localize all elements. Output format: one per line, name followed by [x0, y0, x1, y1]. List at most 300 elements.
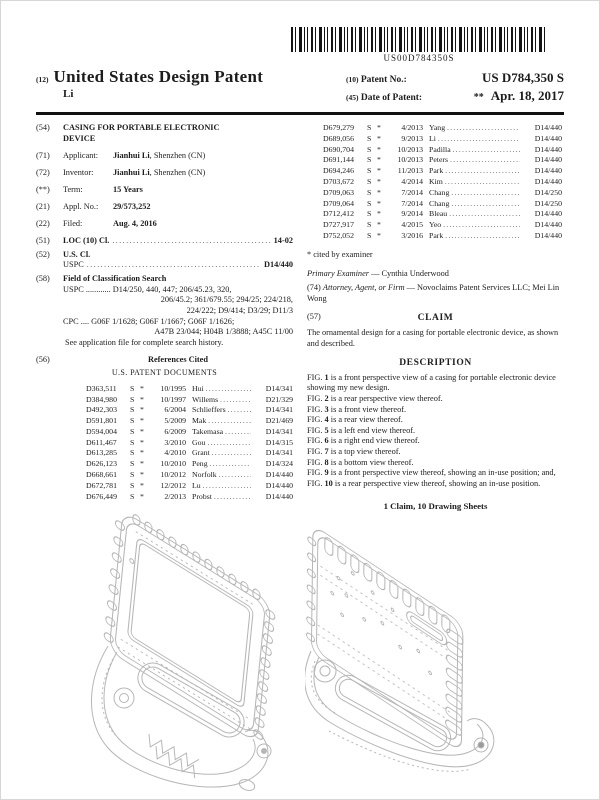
ref-classification: D21/329 [265, 394, 293, 404]
fig-number: 4 [324, 415, 329, 425]
ref-examiner-star: * [377, 155, 381, 165]
ref-examiner-star: * [140, 383, 144, 393]
barcode [291, 27, 547, 63]
figure-rear-perspective-drawing [305, 501, 561, 800]
ref-examiner-star: * [377, 176, 381, 186]
field-term [36, 185, 293, 196]
fig-number: 6 [324, 436, 329, 446]
inventor-surname: Li [63, 88, 74, 100]
ref-inventor-name: Schlieffers [192, 405, 226, 415]
search-history-note: See application file for complete search history. [65, 337, 224, 347]
ref-classification: D14/341 [265, 426, 293, 436]
reference-row [323, 123, 562, 134]
ref-inventor-name: Chang [429, 187, 450, 197]
ref-inventor-name: Yang [429, 123, 446, 132]
inid-term: (**) [36, 184, 50, 194]
ref-date: 4/2013 [401, 123, 423, 132]
ref-kind-code: S [130, 448, 135, 458]
description-heading-row [307, 357, 564, 369]
ref-classification: D21/469 [265, 416, 293, 426]
ref-kind-code: S [130, 394, 135, 404]
reference-row [323, 145, 562, 156]
page-title: United States Design Patent [53, 67, 264, 86]
ref-kind-code: S [367, 176, 372, 186]
ref-kind-code: S [130, 383, 135, 393]
dot-leader [447, 123, 520, 134]
references-table-right [307, 123, 564, 242]
ref-patent-number: D594,004 [86, 426, 117, 436]
ref-classification: D14/440 [534, 133, 562, 143]
ref-examiner-star: * [377, 220, 381, 230]
uspc-value: D14/440 [263, 260, 293, 270]
header [36, 67, 564, 106]
dot-leader [210, 459, 251, 470]
fig-text: is a front perspective view thereof, showing an in-use position; and, [330, 468, 556, 478]
ref-date: 9/2013 [401, 133, 423, 143]
ref-examiner-star: * [140, 437, 144, 447]
ref-patent-number: D492,303 [86, 405, 117, 415]
barcode-text: US00D784350S [383, 53, 455, 63]
ref-inventor-name: Lu [192, 480, 201, 490]
ref-patent-number: D591,801 [86, 416, 117, 426]
separator-dash: — [371, 269, 380, 279]
inventor-location: , Shenzhen (CN) [149, 167, 206, 177]
ref-classification: D14/440 [534, 230, 562, 240]
reference-row [323, 199, 562, 210]
inid-72: (72) [36, 167, 50, 177]
figure-description-line [307, 479, 564, 490]
kind-code: (12) [36, 75, 49, 84]
ref-inventor-name: Park [429, 230, 444, 240]
ref-classification: D14/440 [534, 123, 562, 132]
ref-patent-number: D709,064 [323, 198, 354, 208]
ref-examiner-star: * [140, 480, 144, 490]
reference-row [323, 177, 562, 188]
appl-no-label: Appl. No.: [63, 202, 99, 212]
figure-description-line [307, 458, 564, 469]
reference-row [323, 134, 562, 145]
ref-examiner-star: * [377, 144, 381, 154]
reference-row [86, 405, 293, 416]
ref-classification: D14/315 [265, 437, 293, 447]
header-divider [36, 112, 564, 115]
loc-label: LOC (10) Cl. [63, 236, 110, 246]
inid-71: (71) [36, 150, 50, 160]
field-loc-class [36, 236, 293, 247]
ref-examiner-star: * [140, 405, 144, 415]
biblio-columns [36, 123, 564, 513]
ref-patent-number: D694,246 [323, 166, 354, 176]
ref-classification: D14/440 [534, 166, 562, 176]
ref-date: 7/2014 [401, 187, 423, 197]
ref-patent-number: D691,144 [323, 155, 354, 165]
ref-kind-code: S [130, 459, 135, 469]
field-appl-no [36, 202, 293, 213]
reference-row [86, 481, 293, 492]
attorney-firm-name: Novoclaims Patent Services LLC; Mei Lin Wong [307, 282, 560, 303]
term-value: 15 Years [113, 184, 143, 194]
header-right [346, 67, 564, 106]
ref-inventor-name: Probst [192, 491, 212, 501]
ref-patent-number: D668,661 [86, 470, 117, 480]
ref-kind-code: S [367, 220, 372, 230]
filed-label: Filed: [63, 219, 83, 229]
ref-patent-number: D363,511 [86, 383, 117, 393]
ref-inventor-name: Peters [429, 155, 449, 165]
ref-examiner-star: * [377, 133, 381, 143]
header-left [36, 67, 263, 106]
ref-date: 10/1995 [160, 383, 186, 393]
uspc-search-line: 224/222; D9/414; D3/29; D11/3 [186, 305, 293, 315]
applicant-label: Applicant: [63, 150, 99, 160]
fig-label: FIG. [307, 425, 323, 435]
applicant-location: , Shenzhen (CN) [149, 150, 206, 160]
figure-description-line [307, 373, 564, 394]
fig-number: 10 [324, 478, 333, 488]
ref-date: 12/2012 [160, 480, 186, 490]
appl-no-value: 29/573,252 [113, 202, 151, 212]
fig-text: is a bottom view thereof. [330, 457, 414, 467]
inid-52: (52) [36, 249, 50, 259]
reference-row [86, 438, 293, 449]
dot-leader [451, 199, 520, 210]
ref-examiner-star: * [140, 416, 144, 426]
dot-leader [449, 209, 520, 220]
ref-examiner-star: * [377, 230, 381, 240]
references-table-left [36, 384, 293, 503]
patent-number-label: Patent No.: [360, 75, 407, 85]
ref-kind-code: S [130, 470, 135, 480]
ref-inventor-name: Padilla [429, 144, 451, 154]
ref-classification: D14/440 [534, 176, 562, 186]
ref-examiner-star: * [140, 459, 144, 469]
ref-patent-number: D709,063 [323, 187, 354, 197]
fig-label: FIG. [307, 393, 323, 403]
inid-54: (54) [36, 123, 50, 132]
fig-text: is a front view thereof. [330, 404, 407, 414]
ref-inventor-name: Grant [192, 448, 210, 458]
ref-inventor-name: Gou [192, 437, 206, 447]
ref-date: 3/2010 [164, 437, 186, 447]
fig-text: is a rear perspective view thereof, showing an in-use position. [334, 478, 541, 488]
primary-examiner-name: Cynthia Underwood [381, 269, 449, 279]
us-patent-documents-heading: U.S. PATENT DOCUMENTS [111, 368, 218, 378]
ref-inventor-name: Peng [192, 459, 208, 469]
ref-date: 10/1997 [160, 394, 186, 404]
inid-56: (56) [36, 354, 50, 364]
fig-label: FIG. [307, 457, 323, 467]
dot-leader [203, 481, 251, 492]
ref-kind-code: S [367, 209, 372, 219]
field-inventor [36, 168, 293, 179]
ref-classification: D14/341 [265, 405, 293, 415]
ref-kind-code: S [367, 144, 372, 154]
ref-kind-code: S [130, 491, 135, 501]
ref-examiner-star: * [140, 448, 144, 458]
dot-leader [445, 166, 520, 177]
ref-kind-code: S [367, 166, 372, 176]
ref-examiner-star: * [377, 209, 381, 219]
applicant-name: Jianhui Li [113, 150, 150, 160]
fig-number: 2 [324, 393, 329, 403]
inventor-name: Jianhui Li [113, 167, 150, 177]
ref-patent-number: D690,704 [323, 144, 354, 154]
reference-row [86, 427, 293, 438]
ref-patent-number: D679,279 [323, 123, 354, 132]
ref-examiner-star: * [377, 166, 381, 176]
ref-date: 4/2010 [164, 448, 186, 458]
inid-22: (22) [36, 219, 50, 229]
fig-label: FIG. [307, 447, 323, 456]
ref-examiner-star: * [140, 491, 144, 501]
dot-leader [219, 470, 251, 481]
separator-dash: — [406, 282, 415, 292]
figure-description-line [307, 426, 564, 437]
attorney-line [307, 283, 564, 304]
cpc-search-line: CPC .... G06F 1/1628; G06F 1/1667; G06F 1/1626; [63, 316, 235, 326]
term-label: Term: [63, 184, 83, 194]
ref-inventor-name: Kim [429, 176, 443, 186]
description-heading: DESCRIPTION [399, 357, 472, 368]
field-filed [36, 219, 293, 230]
primary-examiner-line [307, 269, 564, 280]
dot-leader [445, 177, 520, 188]
inid-58: (58) [36, 274, 50, 284]
ref-patent-number: D611,467 [86, 437, 117, 447]
figure-description-line [307, 447, 564, 458]
dot-leader [451, 188, 520, 199]
ref-patent-number: D384,980 [86, 394, 117, 404]
field-applicant [36, 151, 293, 162]
patent-number-row [346, 70, 564, 86]
reference-row [86, 459, 293, 470]
ref-patent-number: D689,056 [323, 133, 354, 143]
patent-number-value: US D784,350 S [482, 70, 564, 85]
inid-51: (51) [36, 236, 50, 246]
ref-patent-number: D727,917 [323, 220, 354, 230]
fig-text: is a rear perspective view thereof. [330, 393, 443, 403]
ref-classification: D14/440 [534, 155, 562, 165]
uspc-label: USPC [63, 260, 84, 270]
fig-label: FIG. [307, 436, 323, 446]
ref-date: 10/2013 [397, 144, 423, 154]
reference-row [323, 155, 562, 166]
dot-leader [445, 231, 520, 242]
field-references [36, 355, 293, 366]
cpc-search-line: A47B 23/044; H04B 1/3888; A45C 11/00 [154, 327, 293, 337]
dot-leader [450, 155, 520, 166]
reference-row [323, 166, 562, 177]
right-column [307, 123, 564, 513]
claims-sheets-note: 1 Claim, 10 Drawing Sheets [383, 501, 488, 512]
ref-classification: D14/440 [265, 470, 293, 480]
ref-kind-code: S [367, 133, 372, 143]
dot-leader [212, 448, 251, 459]
patent-date-value: Apr. 18, 2017 [490, 88, 564, 103]
reference-row [323, 209, 562, 220]
inid-74: (74) [307, 282, 321, 292]
invention-title: CASING FOR PORTABLE ELECTRONIC DEVICE [63, 123, 220, 143]
ref-inventor-name: Takemasa [192, 426, 224, 436]
ref-classification: D14/440 [534, 220, 562, 230]
ref-examiner-star: * [377, 123, 381, 132]
ref-date: 6/2009 [164, 426, 186, 436]
ref-examiner-star: * [140, 426, 144, 436]
cited-by-examiner-note: * cited by examiner [307, 249, 373, 259]
ref-examiner-star: * [377, 187, 381, 197]
ref-patent-number: D672,781 [86, 480, 117, 490]
barcode-bars [291, 27, 547, 52]
ref-kind-code: S [130, 405, 135, 415]
ref-date: 3/2016 [401, 230, 423, 240]
inid-45: (45) [346, 93, 359, 102]
figure-description-line [307, 415, 564, 426]
fig-label: FIG. [307, 478, 323, 488]
dot-leader [225, 427, 251, 438]
fig-label: FIG. [307, 468, 323, 478]
fig-text: is a rear view thereof. [330, 415, 403, 425]
ref-inventor-name: Hui [192, 383, 204, 393]
primary-examiner-label: Primary Examiner [307, 269, 369, 279]
ref-examiner-star: * [140, 394, 144, 404]
search-label: Field of Classification Search [63, 274, 167, 284]
ref-inventor-name: Mak [192, 416, 207, 426]
ref-inventor-name: Yeo [429, 220, 442, 230]
ref-kind-code: S [367, 187, 372, 197]
ref-kind-code: S [367, 198, 372, 208]
ref-date: 11/2013 [397, 166, 423, 176]
dot-leader [112, 236, 270, 247]
ref-patent-number: D703,672 [323, 176, 354, 186]
filed-value: Aug. 4, 2016 [113, 219, 157, 229]
ref-patent-number: D676,449 [86, 491, 117, 501]
inid-10: (10) [346, 75, 359, 84]
dot-leader [208, 416, 251, 427]
ref-inventor-name: Li [429, 133, 436, 143]
figure-description-list [307, 373, 564, 490]
fig-label: FIG. [307, 404, 323, 414]
ref-examiner-star: * [377, 198, 381, 208]
references-heading: References Cited [148, 354, 208, 364]
dot-leader [206, 384, 251, 395]
ref-patent-number: D613,285 [86, 448, 117, 458]
ref-inventor-name: Willems [192, 394, 219, 404]
ref-kind-code: S [130, 437, 135, 447]
ref-date: 10/2013 [397, 155, 423, 165]
left-column [36, 123, 293, 513]
fig-number: 5 [324, 425, 329, 435]
ref-patent-number: D626,123 [86, 459, 117, 469]
inid-57: (57) [307, 312, 321, 322]
figure-description-line [307, 405, 564, 416]
figure-description-line [307, 436, 564, 447]
reference-row [323, 231, 562, 242]
fig-text: is a top view thereof. [330, 447, 401, 456]
inid-21: (21) [36, 202, 50, 212]
field-title [36, 123, 293, 144]
reference-row [86, 416, 293, 427]
dot-leader [228, 405, 251, 416]
field-us-class [36, 250, 293, 271]
fig-text: is a left end view thereof. [330, 425, 416, 435]
ref-patent-number: D712,412 [323, 209, 354, 219]
dot-leader [87, 260, 261, 271]
claim-heading: CLAIM [417, 313, 454, 324]
ref-classification: D14/440 [534, 209, 562, 219]
ref-classification: D14/250 [534, 198, 562, 208]
uspc-search-line: 206/45.2; 361/679.55; 294/25; 224/218, [160, 295, 293, 305]
ref-classification: D14/324 [265, 459, 293, 469]
us-cl-label: U.S. Cl. [63, 249, 91, 259]
dot-leader [207, 438, 251, 449]
dot-leader [443, 220, 520, 231]
claim-heading-row [307, 312, 564, 324]
reference-row [86, 384, 293, 395]
fig-number: 1 [324, 372, 329, 382]
uspc-search-line: USPC ............ D14/250, 440, 447; 206/45.23, 320, [63, 284, 232, 294]
term-asterisks: ** [473, 92, 484, 103]
ref-date: 4/2014 [401, 176, 423, 186]
fig-number: 7 [324, 447, 329, 456]
ref-kind-code: S [367, 155, 372, 165]
fig-label: FIG. [307, 415, 323, 425]
ref-kind-code: S [130, 426, 135, 436]
ref-classification: D14/440 [534, 144, 562, 154]
attorney-label: Attorney, Agent, or Firm [322, 282, 405, 292]
dot-leader [453, 145, 520, 156]
ref-date: 9/2014 [401, 209, 423, 219]
reference-row [86, 395, 293, 406]
ref-kind-code: S [130, 416, 135, 426]
ref-classification: D14/341 [265, 448, 293, 458]
ref-date: 5/2009 [164, 416, 186, 426]
figure-front-perspective-drawing [61, 499, 313, 799]
reference-row [86, 470, 293, 481]
figure-description-line [307, 468, 564, 479]
patent-date-row [346, 88, 564, 104]
ref-inventor-name: Bleau [429, 209, 448, 219]
ref-date: 6/2004 [164, 405, 186, 415]
fig-text: is a front perspective view of a casing for portable electronic device showing my new design. [307, 372, 556, 393]
ref-inventor-name: Chang [429, 198, 450, 208]
fig-number: 9 [324, 468, 329, 478]
patent-date-label: Date of Patent: [360, 93, 423, 103]
inventor-label: Inventor: [63, 167, 94, 177]
ref-classification: D14/440 [265, 491, 293, 501]
ref-patent-number: D752,052 [323, 230, 354, 240]
dot-leader [220, 395, 251, 406]
ref-date: 10/2012 [160, 470, 186, 480]
ref-date: 7/2014 [401, 198, 423, 208]
ref-date: 2/2013 [164, 491, 186, 501]
fig-number: 3 [324, 404, 329, 414]
field-classification-search [36, 274, 293, 348]
loc-value: 14-02 [273, 236, 293, 246]
dot-leader [438, 134, 520, 145]
reference-row [323, 220, 562, 231]
fig-number: 8 [324, 457, 329, 467]
ref-classification: D14/440 [265, 480, 293, 490]
reference-row [323, 188, 562, 199]
figure-description-line [307, 394, 564, 405]
claim-text: The ornamental design for a casing for portable electronic device, as shown and described. [307, 328, 559, 348]
ref-classification: D14/250 [534, 187, 562, 197]
ref-kind-code: S [367, 123, 372, 132]
fig-text: is a right end view thereof. [330, 436, 420, 446]
ref-date: 4/2015 [401, 220, 423, 230]
ref-inventor-name: Park [429, 166, 444, 176]
ref-examiner-star: * [140, 470, 144, 480]
